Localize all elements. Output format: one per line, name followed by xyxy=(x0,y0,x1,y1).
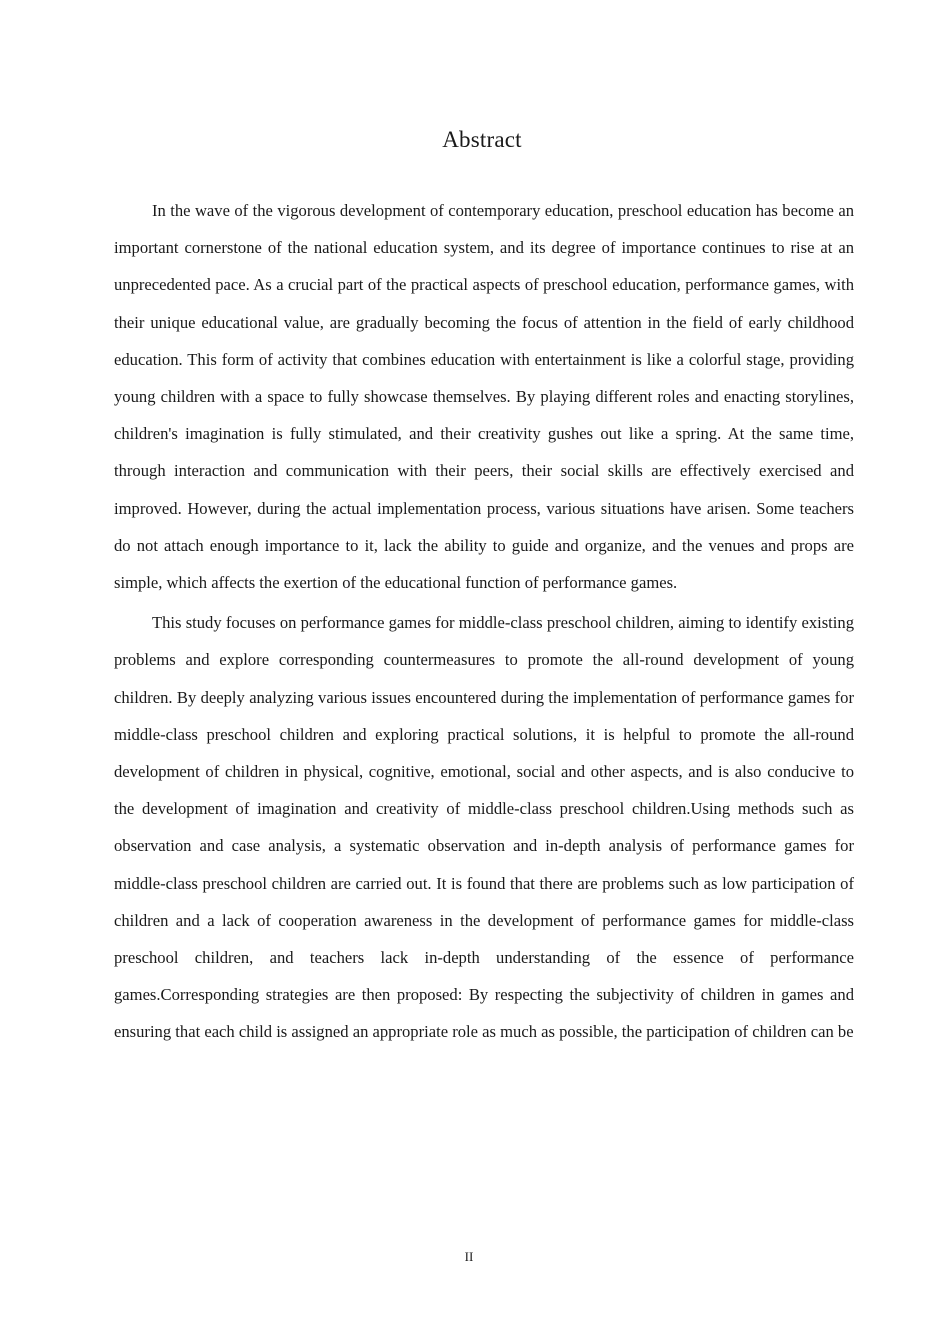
page-title: Abstract xyxy=(442,127,522,152)
page-number: II xyxy=(464,1249,474,1264)
abstract-body xyxy=(114,192,854,1054)
abstract-paragraph-1: In the wave of the vigorous development of contemporary education, preschool education has become an important cornerstone of the national education system, and its degree of importance continues to rise at an unprecedented pace. As a crucial part of the practical aspects of preschool education, performance games, with their unique educational value, are gradually becoming the focus of attention in the field of early childhood education. This form of activity that combines education with entertainment is like a colorful stage, providing young children with a space to fully showcase themselves. By playing different roles and enacting storylines, children's imagination is fully stimulated, and their creativity gushes out like a spring. At the same time, through interaction and communication with their peers, their social skills are effectively exercised and improved. However, during the actual implementation process, various situations have arisen. Some teachers do not attach enough importance to it, lack the ability to guide and organize, and the venues and props are simple, which affects the exertion of the educational function of performance games. xyxy=(114,201,854,593)
abstract-paragraph-2: This study focuses on performance games for middle-class preschool children, aiming to identify existing problems and explore corresponding countermeasures to promote the all-round development of young children. By deeply analyzing various issues encountered during the implementation of performance games for middle-class preschool children and exploring practical solutions, it is helpful to promote the all-round development of children in physical, cognitive, emotional, social and other aspects, and is also conducive to the development of imagination and creativity of middle-class preschool children.Using methods such as observation and case analysis, a systematic observation and in-depth analysis of performance games for middle-class preschool children are carried out. It is found that there are problems such as low participation of children and a lack of cooperation awareness in the development of performance games for middle-class preschool children, and teachers lack in-depth understanding of the essence of performance games.Corresponding strategies are then proposed: By respecting the subjectivity of children in games and ensuring that each child is assigned an appropriate role as much as possible, the participation of children can be xyxy=(114,613,854,1042)
